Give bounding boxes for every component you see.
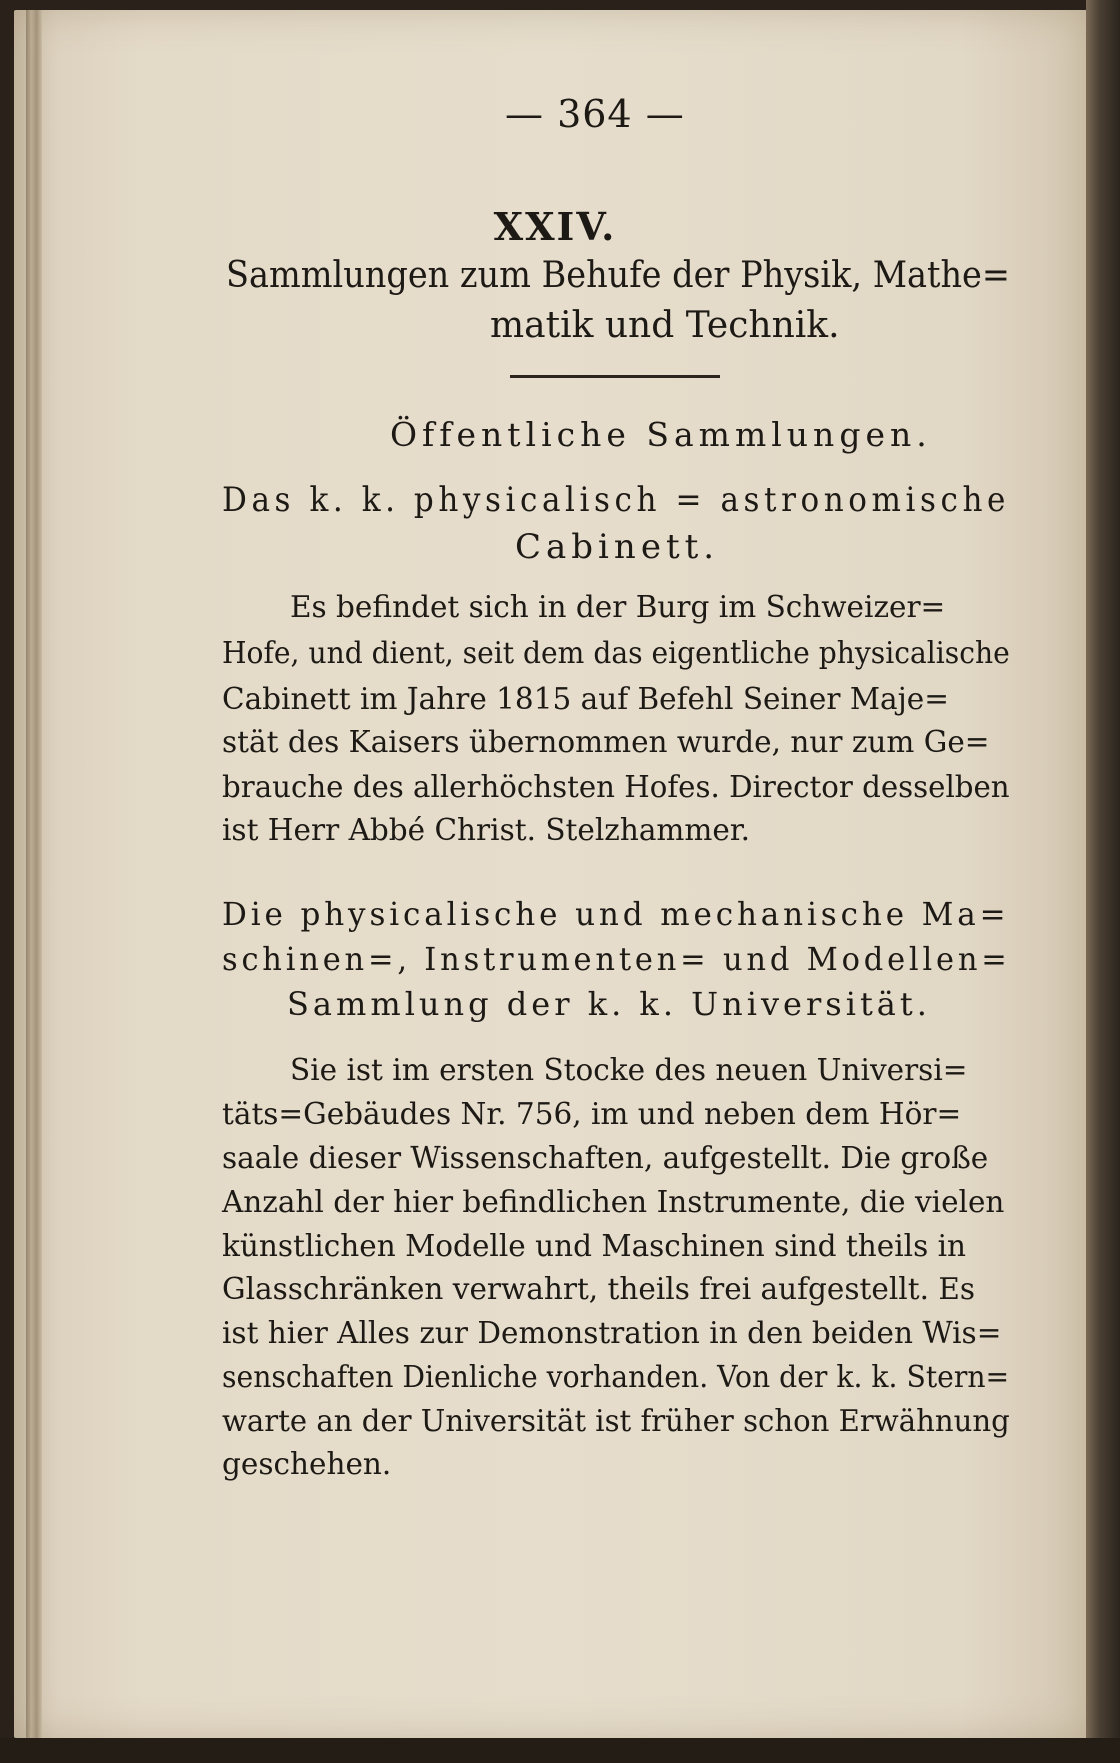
paragraph-2-line: ist hier Alles zur Demonstration in den beiden Wis= [222,1316,1002,1350]
paragraph-2-line: Anzahl der hier befindlichen Instrumente, die vielen [222,1185,1005,1219]
subheading-2-line-3: Sammlung der k. k. Universität. [287,985,931,1023]
paragraph-2-line: warte an der Universität ist früher schon Erwähnung [222,1404,1010,1438]
subheading-1-line-1: Das k. k. physicalisch = astronomische [222,480,1010,520]
section-heading: Öffentliche Sammlungen. [390,415,932,454]
paragraph-1-line: Es befindet sich in der Burg im Schweizer= [290,590,946,624]
book-fore-edge [1086,0,1120,1763]
paragraph-1-line: stät des Kaisers übernommen wurde, nur zum Ge= [222,725,990,759]
paragraph-2-line: Glasschränken verwahrt, theils frei aufgestellt. Es [222,1272,975,1306]
subheading-2-line-1: Die physicalische und mechanische Ma= [222,895,1010,933]
chapter-title-line-1: Sammlungen zum Behufe der Physik, Mathe= [226,255,1010,296]
paragraph-2-line: geschehen. [222,1447,392,1481]
paragraph-1-line: Hofe, und dient, seit dem das eigentliche physicalische [222,636,1010,670]
paragraph-2-line: täts=Gebäudes Nr. 756, im und neben dem Hör= [222,1097,962,1131]
subheading-2-line-2: schinen=, Instrumenten= und Modellen= [222,940,1011,978]
paragraph-2-line: senschaften Dienliche vorhanden. Von der k. k. Stern= [222,1360,1010,1394]
page-number: — 364 — [505,92,685,136]
chapter-title-line-2: matik und Technik. [490,305,840,346]
paragraph-2-line: künstlichen Modelle und Maschinen sind theils in [222,1229,967,1263]
paragraph-1-line: Cabinett im Jahre 1815 auf Befehl Seiner Maje= [222,682,949,716]
chapter-number: XXIV. [493,204,617,249]
paragraph-2-line: Sie ist im ersten Stocke des neuen Universi= [290,1053,968,1087]
scan-bottom-border [0,1738,1120,1763]
paragraph-1-line: ist Herr Abbé Christ. Stelzhammer. [222,813,751,847]
title-divider-rule [510,375,720,378]
subheading-1-line-2: Cabinett. [515,527,720,567]
paragraph-2-line: saale dieser Wissenschaften, aufgestellt. Die große [222,1141,989,1175]
paragraph-1-line: brauche des allerhöchsten Hofes. Director desselben [222,770,1010,804]
page-gutter-edge [26,10,42,1738]
